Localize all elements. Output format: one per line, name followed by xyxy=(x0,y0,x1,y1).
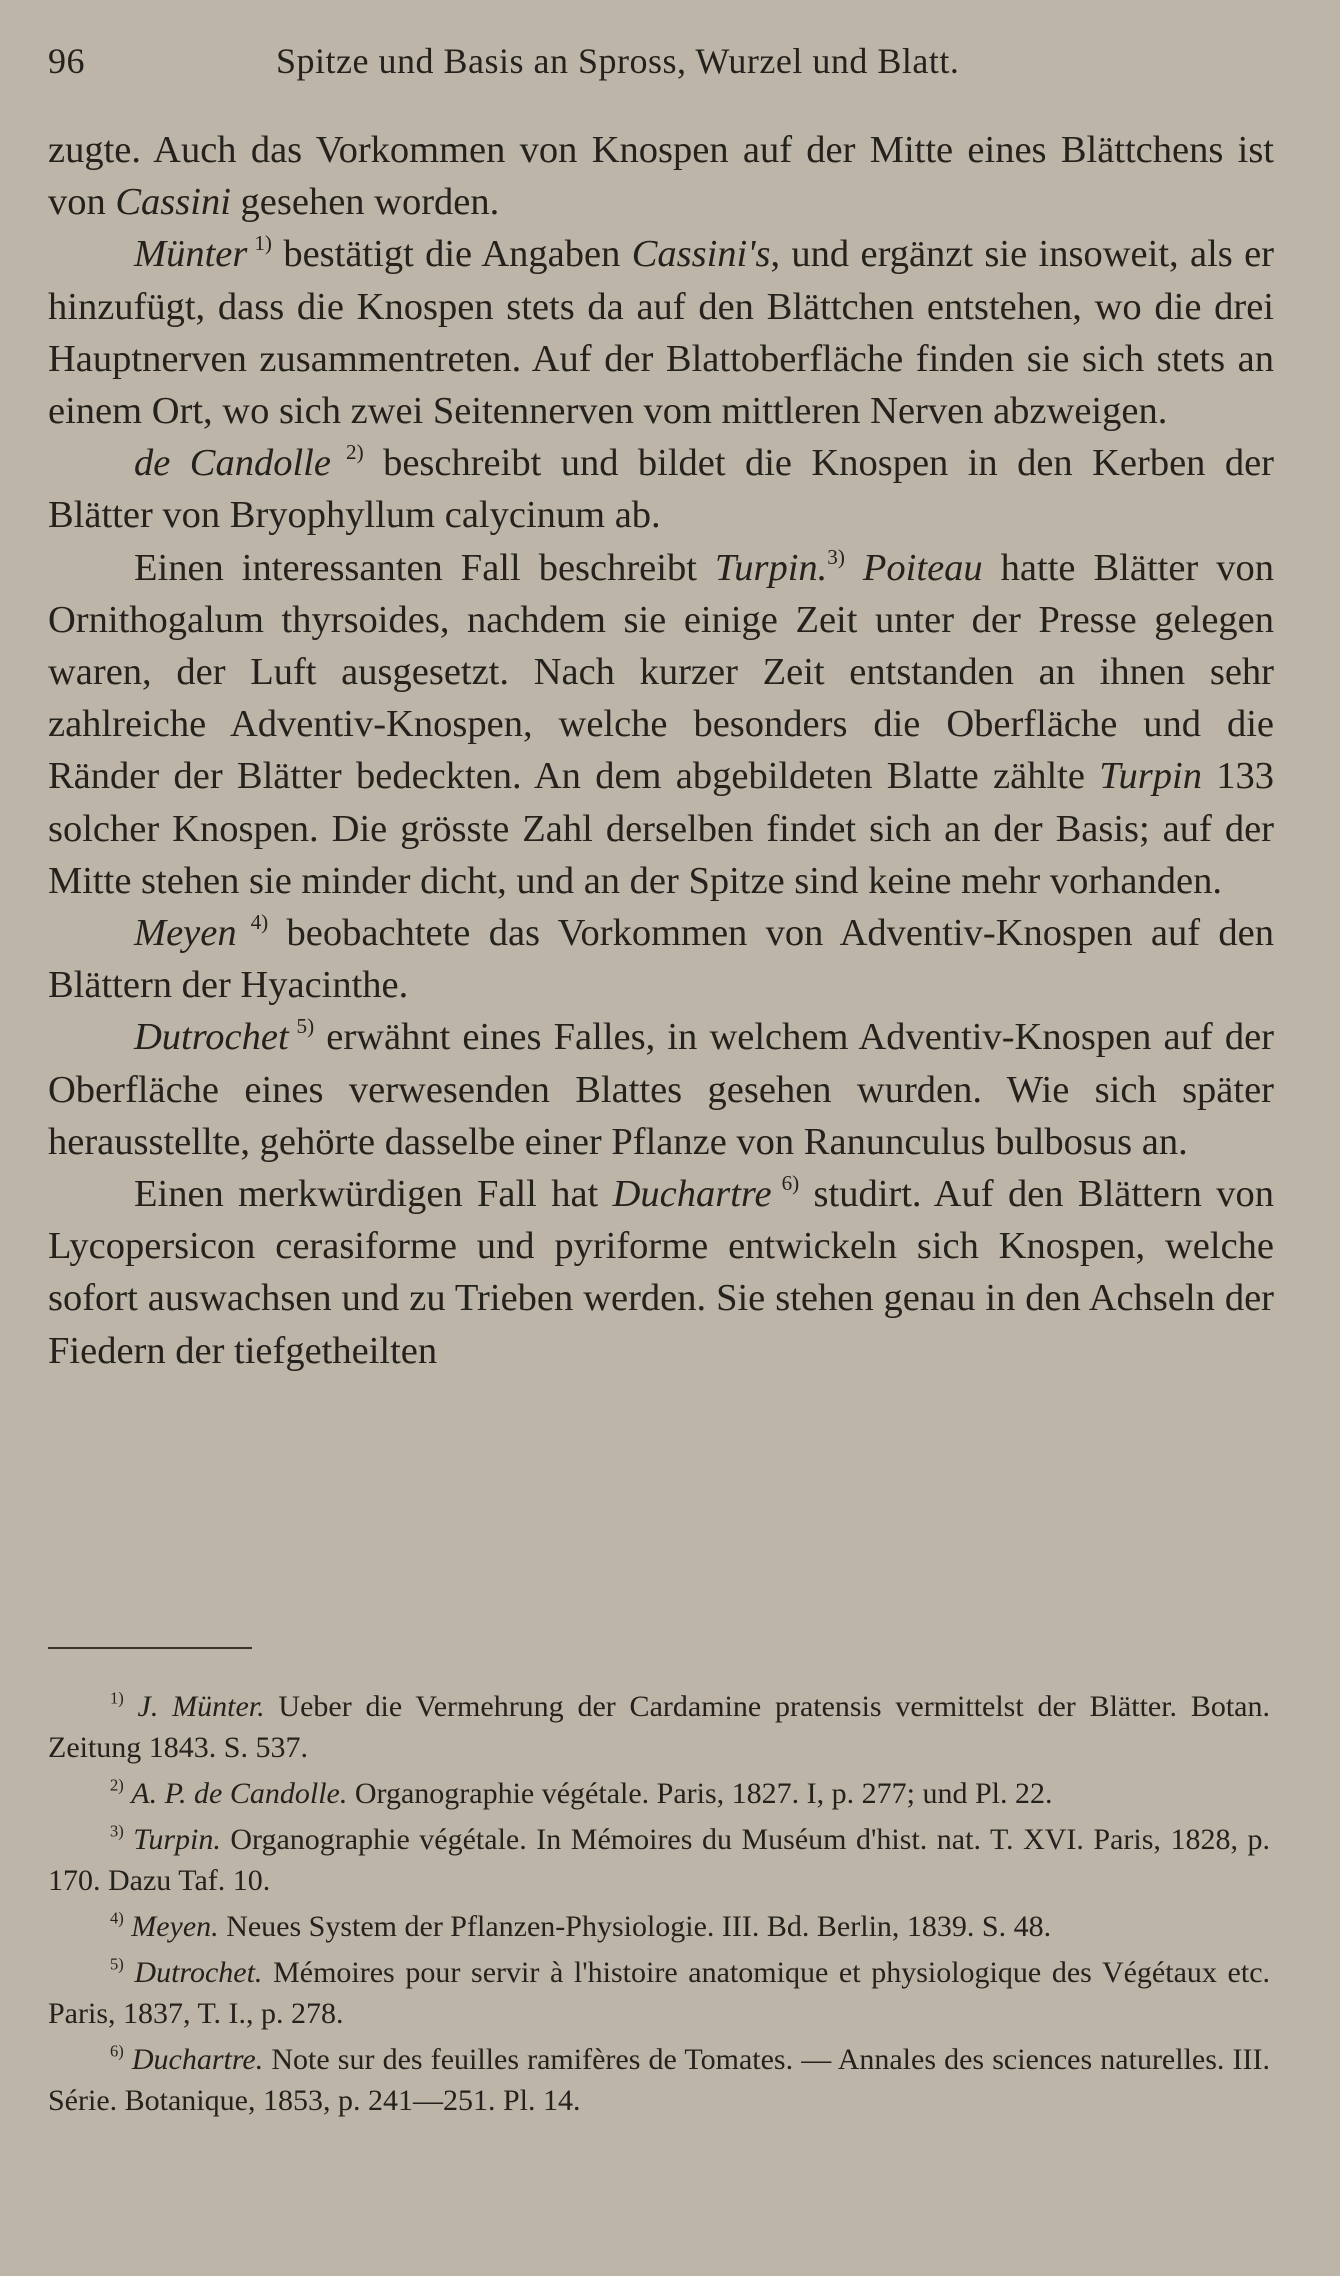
footnote xyxy=(48,2039,1270,2121)
footnote-marker: 4) xyxy=(110,1908,124,1928)
paragraph xyxy=(48,542,1274,907)
footnote-rule xyxy=(48,1647,252,1649)
italic-name: Cassini xyxy=(115,181,231,224)
footnote-marker: 2) xyxy=(110,1775,124,1795)
italic-name: Dutrochet. xyxy=(134,1956,263,1989)
text-run xyxy=(124,1823,134,1856)
footnote-marker: 4) xyxy=(236,910,269,935)
text-run xyxy=(124,1690,138,1723)
text-run: gesehen worden. xyxy=(230,181,500,224)
text-run: bestätigt die Angaben xyxy=(271,233,632,276)
footnote-marker: 2) xyxy=(330,440,364,465)
text-run: beschreibt und bildet die Knospen in den Kerben der Blätter von Bryophyllum calycinum ab. xyxy=(48,442,1274,537)
italic-name: Dutrochet xyxy=(134,1016,289,1059)
italic-name: J. Münter. xyxy=(137,1690,265,1723)
italic-name: Turpin xyxy=(1099,755,1202,798)
text-run: Neues System der Pflanzen-Physiologie. III. Bd. Berlin, 1839. S. 48. xyxy=(218,1910,1052,1943)
italic-name: Poiteau xyxy=(862,546,983,589)
text-run: erwähnt eines Falles, in welchem Adventiv-Knospen auf der Oberfläche eines verwesenden Blattes gesehen wurden. Wie sich später herausstellte, gehörte dasselbe einer Pflanze von Ranunculus bulbosus an. xyxy=(48,1016,1274,1163)
footnote xyxy=(48,1952,1270,2034)
footnote xyxy=(48,1686,1270,1768)
footnote xyxy=(48,1906,1270,1947)
text-run: beobachtete das Vorkommen von Adventiv-Knospen auf den Blättern der Hyacinthe. xyxy=(48,912,1274,1007)
text-run xyxy=(124,2043,132,2076)
footnote-marker: 6) xyxy=(771,1171,800,1196)
text-run: hatte Blätter von Ornithogalum thyrsoides, nachdem sie einige Zeit unter der Presse gelegen waren, der Luft ausgesetzt. Nach kurzer Zeit entstanden an ihnen sehr zahlreiche Adventiv-Knospen, welche besonders die Oberfläche und die Ränder der Blätter bedeckten. An dem abgebildeten Blatte zählte xyxy=(48,546,1275,798)
text-run: Einen merkwürdigen Fall hat xyxy=(134,1173,613,1216)
paragraph xyxy=(48,437,1274,541)
italic-name: Turpin. xyxy=(133,1823,221,1856)
footnote-marker: 3) xyxy=(110,1821,124,1841)
footnote xyxy=(48,1773,1270,1814)
footnote-marker: 1) xyxy=(247,231,272,256)
footnote-marker: 5) xyxy=(288,1014,315,1039)
footnote-marker: 5) xyxy=(110,1954,124,1974)
text-run xyxy=(124,1956,135,1989)
italic-name: Duchartre. xyxy=(131,2043,264,2076)
text-run: studirt. Auf den Blättern von Lycopersicon cerasiforme und pyriforme entwickeln sich Knospen, welche sofort auswachsen und zu Trieben werden. Sie stehen genau in den Achseln der Fiedern der tiefgetheilten xyxy=(48,1173,1274,1372)
text-run: , und ergänzt sie insoweit, als er hinzufügt, dass die Knospen stets da auf den Blättchen entstehen, wo die drei Hauptnerven zusammentreten. Auf der Blattoberfläche finden sie sich stets an einem Ort, wo sich zwei Seitennerven vom mittleren Nerven abzweigen. xyxy=(48,233,1274,433)
page-number: 96 xyxy=(48,41,85,81)
italic-name: Duchartre xyxy=(612,1173,772,1216)
italic-name: Turpin. xyxy=(714,546,828,589)
page-header xyxy=(48,36,1268,86)
body-text xyxy=(48,124,1274,1377)
text-run: Organographie végétale. Paris, 1827. I, p. 277; und Pl. 22. xyxy=(347,1777,1053,1810)
text-run: Einen interessanten Fall beschreibt xyxy=(134,546,715,589)
footnotes xyxy=(48,1686,1270,2126)
text-run: zugte. Auch das Vorkommen von Knospen auf der Mitte eines Blättchens ist von xyxy=(48,129,1274,224)
text-run: Note sur des feuilles ramifères de Tomates. — Annales des sciences naturelles. III. Série. Botanique, 1853, p. 241—251. Pl. 14. xyxy=(48,2043,1271,2117)
text-run: 133 solcher Knospen. Die grösste Zahl derselben findet sich an der Basis; auf der Mitte stehen sie minder dicht, und an der Spitze sind keine mehr vorhanden. xyxy=(48,755,1275,902)
footnote-marker: 1) xyxy=(110,1688,124,1708)
footnote xyxy=(48,1819,1270,1901)
footnote-marker: 3) xyxy=(827,544,845,569)
italic-name: Münter xyxy=(134,233,248,276)
text-run: Organographie végétale. In Mémoires du Muséum d'hist. nat. T. XVI. Paris, 1828, p. 170. Dazu Taf. 10. xyxy=(48,1823,1271,1897)
italic-name: Meyen. xyxy=(131,1910,219,1943)
footnote-marker: 6) xyxy=(110,2041,124,2061)
text-run xyxy=(845,547,863,589)
paragraph xyxy=(48,1011,1274,1168)
paragraph xyxy=(48,907,1274,1011)
paragraph xyxy=(48,124,1274,228)
italic-name: A. P. de Candolle. xyxy=(131,1777,348,1810)
text-run: Mémoires pour servir à l'histoire anatomique et physiologique des Végétaux etc. Paris, 1837, T. I., p. 278. xyxy=(48,1956,1271,2030)
italic-name: de Candolle xyxy=(134,442,331,485)
paragraph xyxy=(48,1168,1274,1377)
paragraph xyxy=(48,228,1274,437)
italic-name: Cassini's xyxy=(631,233,771,276)
running-title: Spitze und Basis an Spross, Wurzel und Blatt. xyxy=(276,41,960,81)
italic-name: Meyen xyxy=(134,912,237,955)
text-run: Ueber die Vermehrung der Cardamine pratensis vermittelst der Blätter. Botan. Zeitung 1843. S. 537. xyxy=(48,1690,1271,1764)
